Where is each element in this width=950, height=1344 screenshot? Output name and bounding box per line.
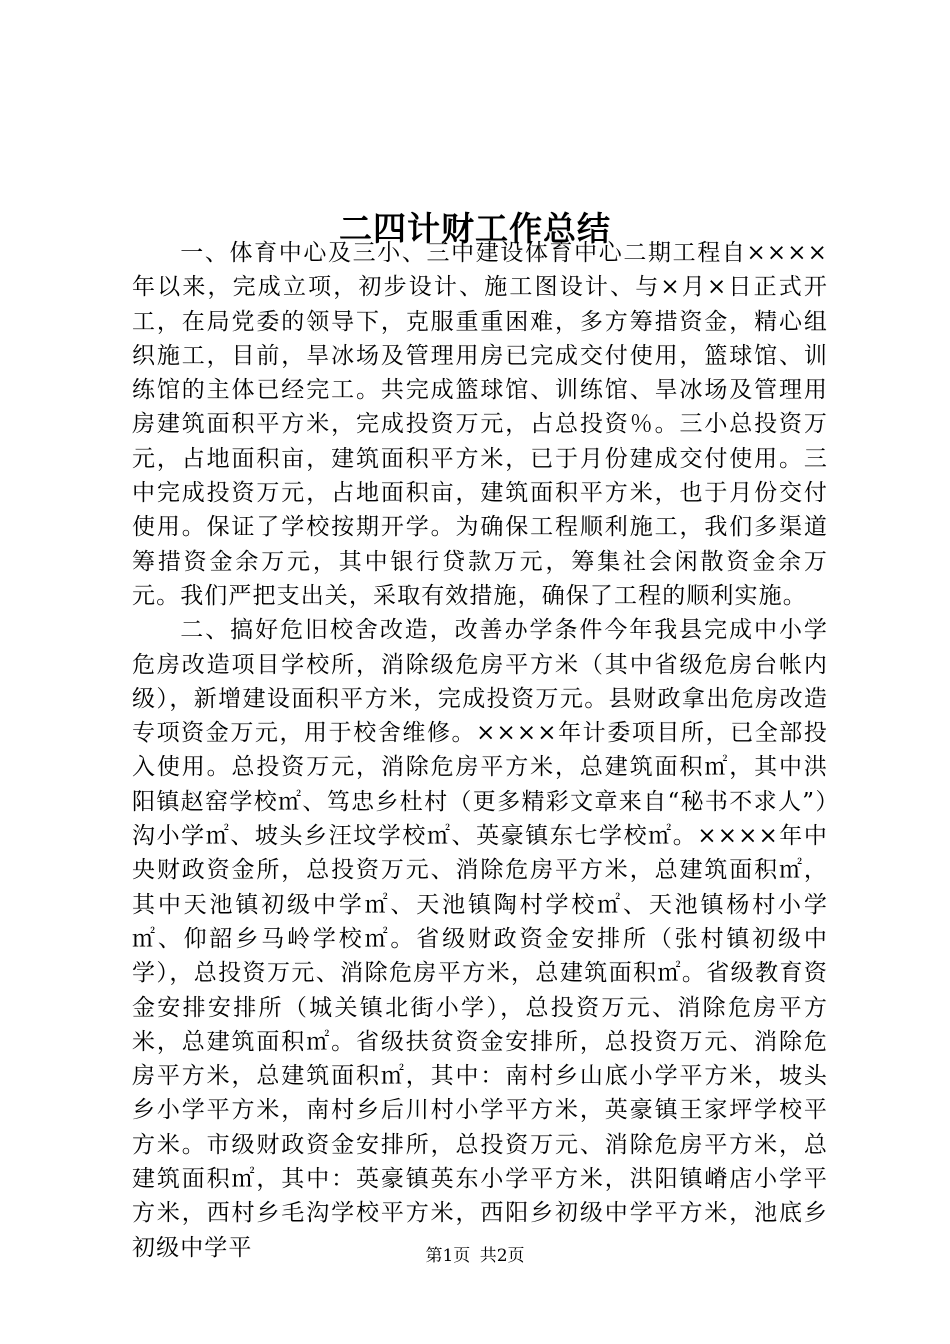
page-total: 共2页: [479, 1246, 525, 1266]
page-footer: [0, 1244, 950, 1268]
paragraph-1: 一、体育中心及三小、三中建设体育中心二期工程自××××年以来，完成立项，初步设计、施工图设计、与×月×日正式开工，在局党委的领导下，克服重重困难，多方筹措资金，精心组织施工，目前，旱冰场及管理用房已完成交付使用，篮球馆、训练馆的主体已经完工。共完成篮球馆、训练馆、旱冰场及管理用房建筑面积平方米，完成投资万元，占总投资％。三小总投资万元，占地面积亩，建筑面积平方米，已于月份建成交付使用。三中完成投资万元，占地面积亩，建筑面积平方米，也于月份交付使用。保证了学校按期开学。为确保工程顺利施工，我们多渠道筹措资金余万元，其中银行贷款万元，筹集社会闲散资金余万元。我们严把支出关，采取有效措施，确保了工程的顺利实施。: [132, 240, 828, 609]
document-title: 二四计财工作总结: [339, 209, 611, 249]
paragraph-2: 二、搞好危旧校舍改造，改善办学条件今年我县完成中小学危房改造项目学校所，消除级危房平方米（其中省级危房台帐内级），新增建设面积平方米，完成投资万元。县财政拿出危房改造专项资金万元，用于校舍维修。××××年计委项目所，已全部投入使用。总投资万元，消除危房平方米，总建筑面积㎡，其中洪阳镇赵窑学校㎡、笃忠乡杜村（更多精彩文章来自“秘书不求人”）沟小学㎡、坡头乡汪坟学校㎡、英豪镇东七学校㎡。××××年中央财政资金所，总投资万元、消除危房平方米，总建筑面积㎡，其中天池镇初级中学㎡、天池镇陶村学校㎡、天池镇杨村小学㎡、仰韶乡马岭学校㎡。省级财政资金安排所（张村镇初级中学），总投资万元、消除危房平方米，总建筑面积㎡。省级教育资金安排安排所（城关镇北街小学），总投资万元、消除危房平方米，总建筑面积㎡。省级扶贫资金安排所，总投资万元、消除危房平方米，总建筑面积㎡，其中：南村乡山底小学平方米，坡头乡小学平方米，南村乡后川村小学平方米，英豪镇王家坪学校平方米。市级财政资金安排所，总投资万元、消除危房平方米，总建筑面积㎡，其中：英豪镇英东小学平方米，洪阳镇嵴店小学平方米，西村乡毛沟学校平方米，西阳乡初级中学平方米，池底乡初级中学平: [132, 617, 828, 1261]
page-number: 第1页: [425, 1246, 471, 1266]
document-body: [132, 236, 828, 1265]
